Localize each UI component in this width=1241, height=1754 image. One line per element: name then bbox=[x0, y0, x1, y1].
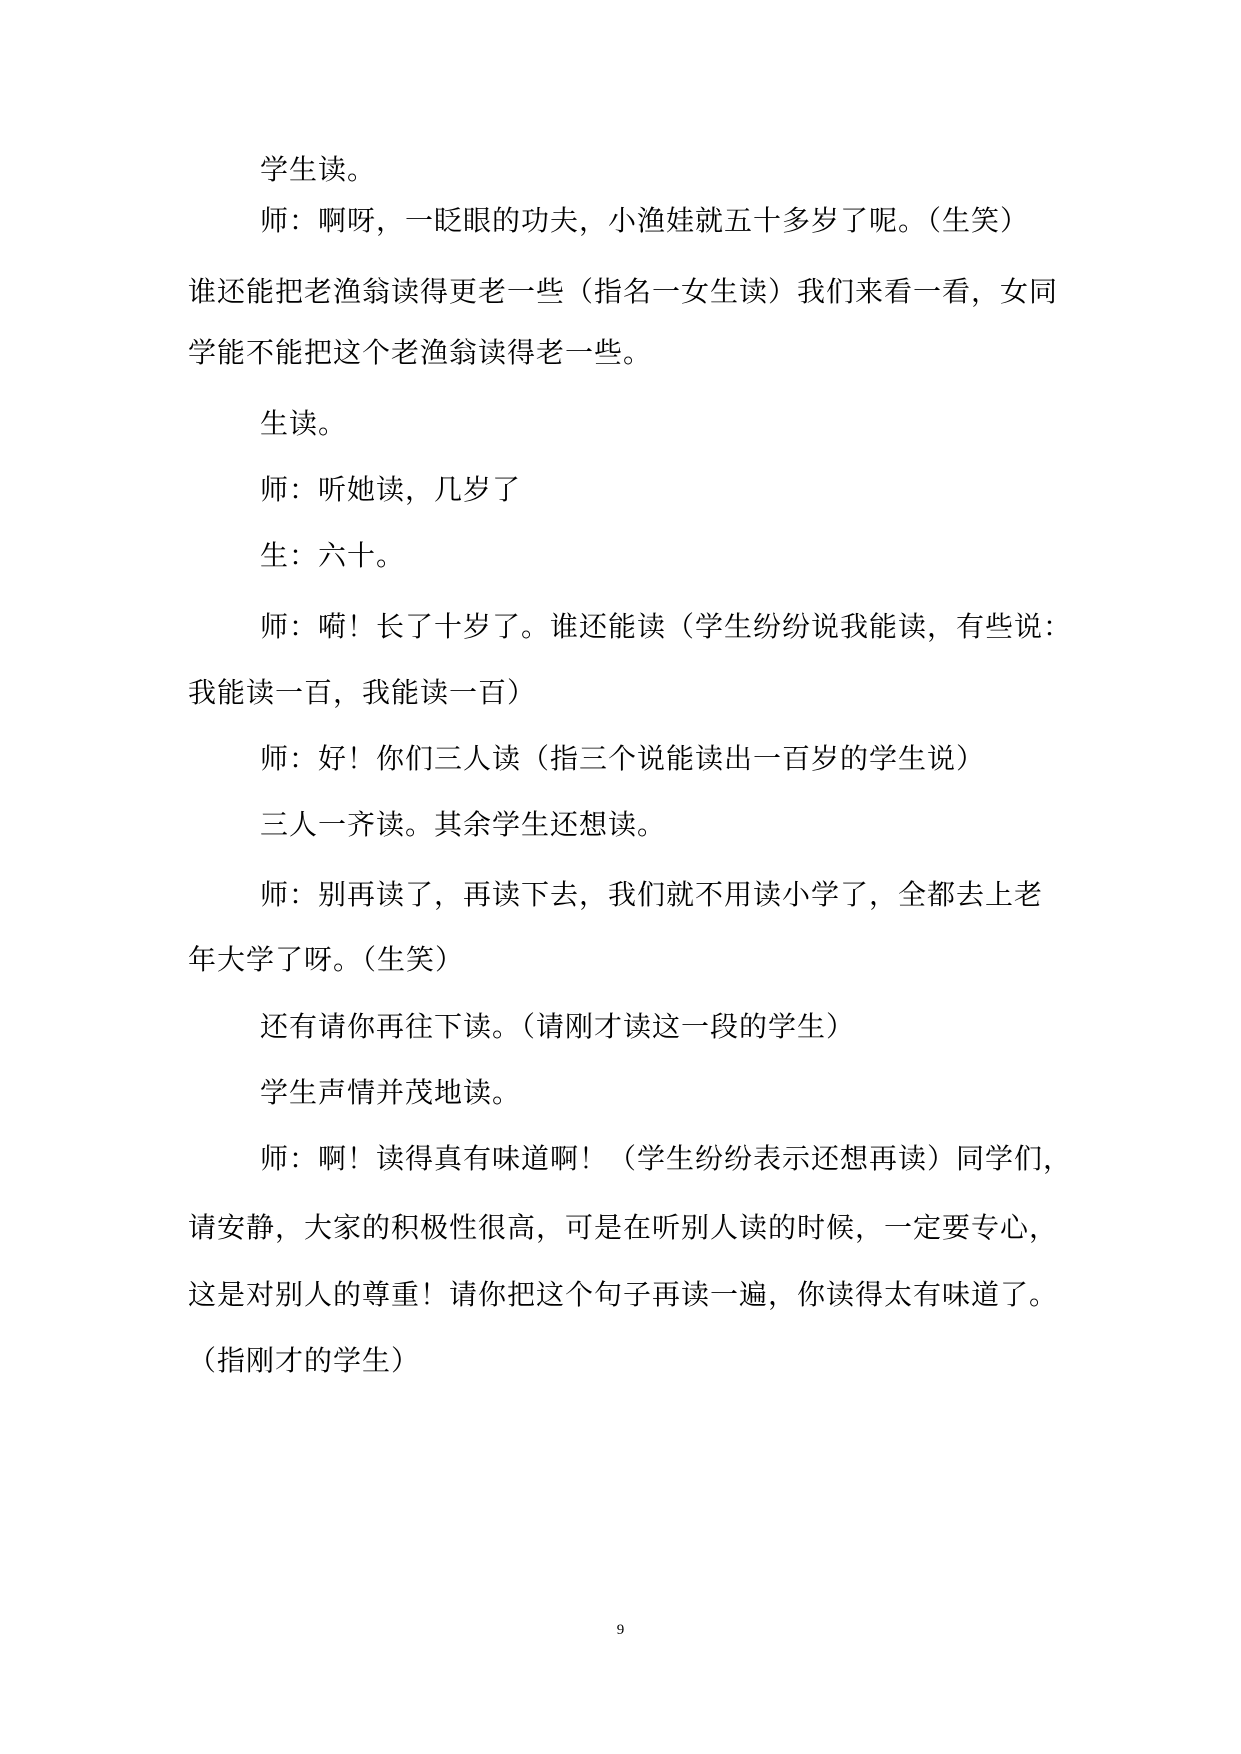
paragraph-line: 谁还能把老渔翁读得更老一些（指名一女生读）我们来看一看，女同 bbox=[188, 275, 1059, 308]
paragraph-line: 师：好！你们三人读（指三个说能读出一百岁的学生说） bbox=[260, 742, 986, 775]
paragraph-line: 这是对别人的尊重！请你把这个句子再读一遍，你读得太有味道了。 bbox=[188, 1278, 1059, 1311]
paragraph-line: 三人一齐读。其余学生还想读。 bbox=[260, 808, 667, 841]
paragraph-line: 请安静，大家的积极性很高，可是在听别人读的时候，一定要专心， bbox=[188, 1211, 1059, 1244]
paragraph-line: 生读。 bbox=[260, 407, 348, 440]
paragraph-line: 师：啊呀，一眨眼的功夫，小渔娃就五十多岁了呢。（生笑） bbox=[260, 204, 1030, 237]
paragraph-line: （指刚才的学生） bbox=[188, 1344, 421, 1377]
paragraph-line: 师：嗬！长了十岁了。谁还能读（学生纷纷说我能读，有些说： bbox=[260, 610, 1073, 643]
paragraph-line: 师：听她读，几岁了 bbox=[260, 473, 522, 506]
paragraph-line: 生：六十。 bbox=[260, 539, 406, 572]
paragraph-line: 师：别再读了，再读下去，我们就不用读小学了，全都去上老 bbox=[260, 878, 1044, 911]
page-number: 9 bbox=[616, 1622, 625, 1638]
paragraph-line: 年大学了呀。（生笑） bbox=[188, 943, 465, 976]
paragraph-line: 学能不能把这个老渔翁读得老一些。 bbox=[188, 336, 653, 369]
paragraph-line: 学生声情并茂地读。 bbox=[260, 1076, 522, 1109]
paragraph-line: 还有请你再往下读。（请刚才读这一段的学生） bbox=[260, 1010, 856, 1043]
paragraph-line: 师：啊！读得真有味道啊！（学生纷纷表示还想再读）同学们， bbox=[260, 1142, 1073, 1175]
paragraph-line: 学生读。 bbox=[260, 153, 377, 186]
paragraph-line: 我能读一百，我能读一百） bbox=[188, 676, 537, 709]
